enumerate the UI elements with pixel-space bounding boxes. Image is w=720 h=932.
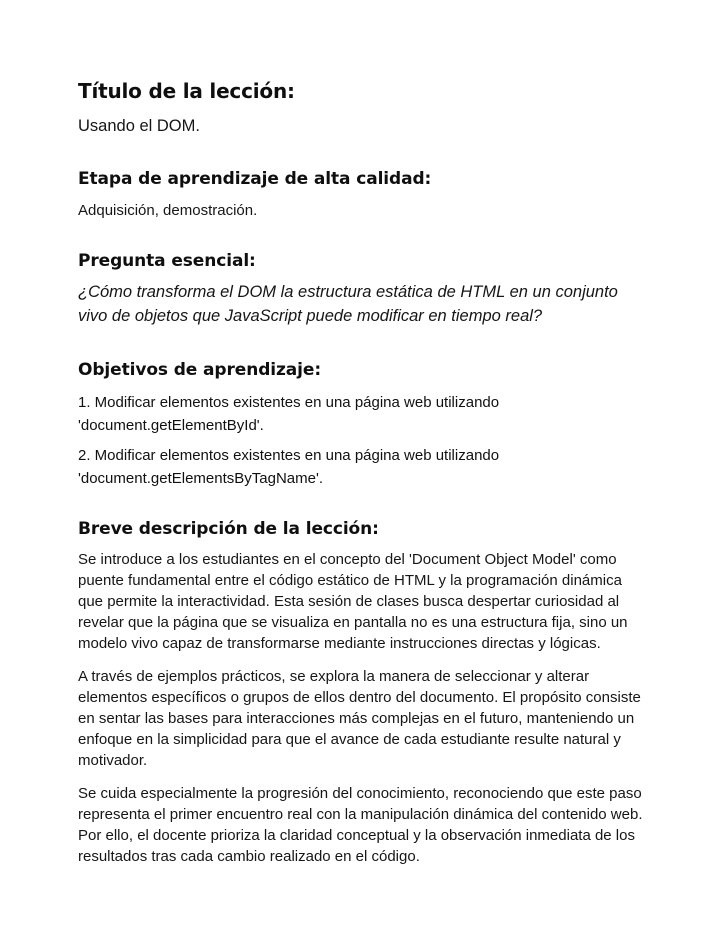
essential-question-heading: Pregunta esencial: xyxy=(78,251,256,271)
lesson-description-heading: Breve descripción de la lección: xyxy=(78,519,379,539)
learning-stage-value: Adquisición, demostración. xyxy=(78,202,258,219)
learning-stage-heading: Etapa de aprendizaje de alta calidad: xyxy=(78,169,432,189)
lesson-title-value: Usando el DOM. xyxy=(78,117,200,135)
lesson-title-section xyxy=(78,115,648,137)
lesson-description-section xyxy=(78,518,648,867)
essential-question-value: ¿Cómo transforma el DOM la estructura estática de HTML en un conjunto vivo de objetos que JavaScript puede modificar en tiempo real? xyxy=(78,283,618,325)
learning-objectives-section xyxy=(78,359,648,497)
lesson-description-paragraph: A través de ejemplos prácticos, se explora la manera de seleccionar y alterar elementos específicos o grupos de ellos dentro del documento. El propósito consiste en sentar las bases para interacciones más complejas en el futuro, manteniendo un enfoque en la simplicidad para que el avance de cada estudiante resulte natural y motivador. xyxy=(78,668,641,769)
lesson-description-paragraph: Se introduce a los estudiantes en el concepto del 'Document Object Model' como puente fundamental entre el código estático de HTML y la programación dinámica que permite la interactividad. Esta sesión de clases busca despertar curiosidad al revelar que la página que se visualiza en pantalla no es una estructura fija, sino un modelo vivo capaz de transformarse mediante instrucciones directas y lógicas. xyxy=(78,551,628,652)
learning-objective-item: 1. Modificar elementos existentes en una página web utilizando 'document.getElementById'. xyxy=(78,394,500,434)
essential-question-section xyxy=(78,250,648,328)
learning-stage-section xyxy=(78,168,648,221)
lesson-description-paragraph: Se cuida especialmente la progresión del conocimiento, reconociendo que este paso representa el primer encuentro real con la manipulación dinámica del contenido web. Por ello, el docente prioriza la claridad conceptual y la observación inmediata de los resultados tras cada cambio realizado en el código. xyxy=(78,785,643,865)
lesson-title-heading: Título de la lección: xyxy=(78,79,295,103)
learning-objective-item: 2. Modificar elementos existentes en una página web utilizando 'document.getElementsByTagName'. xyxy=(78,447,500,487)
learning-objectives-heading: Objetivos de aprendizaje: xyxy=(78,360,322,380)
learning-objectives-list xyxy=(78,391,558,490)
